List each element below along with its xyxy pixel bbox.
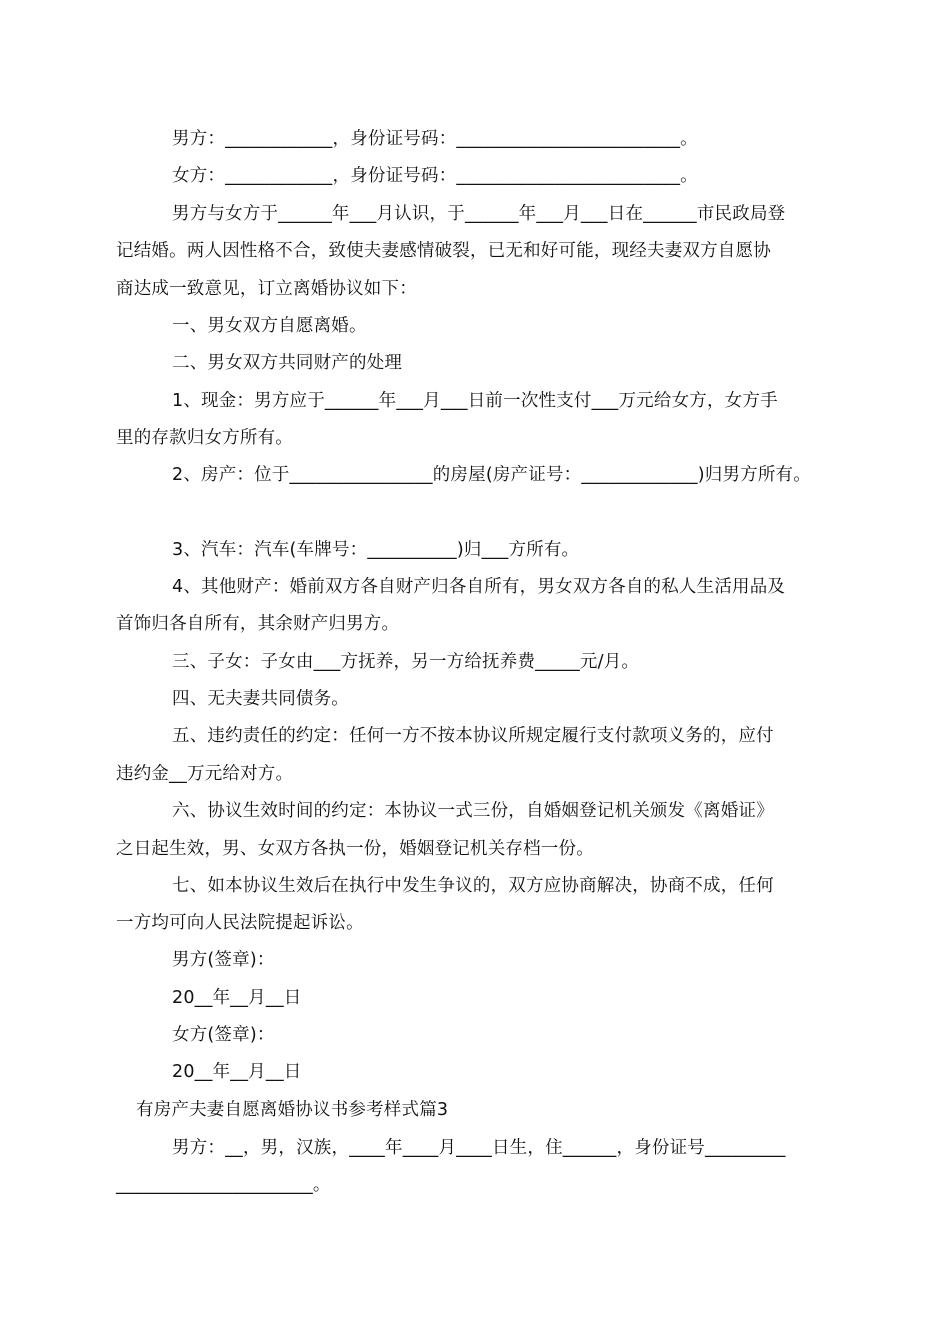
clause-line: 二、男女双方共同财产的处理 bbox=[172, 353, 403, 373]
clause-line: 三、子女：子女由___方抚养，另一方给抚养费_____元/月。 bbox=[172, 652, 640, 672]
male-date-line: 20__年__月__日 bbox=[172, 988, 302, 1008]
female-signature-line: 女方(签章)： bbox=[172, 1025, 275, 1045]
male-party-line: 男方：__，男，汉族，____年____月____日生，住______，身份证号_________ bbox=[172, 1138, 786, 1158]
clause-line: 4、其他财产：婚前双方各自财产归各自所有，男女双方各自的私人生活用品及 bbox=[172, 577, 786, 597]
clause-line: 六、协议生效时间的约定：本协议一式三份，自婚姻登记机关颁发《离婚证》 bbox=[172, 801, 774, 821]
paragraph-line: 记结婚。两人因性格不合，致使夫妻感情破裂，已无和好可能，现经夫妻双方自愿协 bbox=[116, 241, 771, 261]
paragraph-line: 之日起生效，男、女双方各执一份，婚姻登记机关存档一份。 bbox=[116, 839, 594, 859]
paragraph-line: 违约金__万元给对方。 bbox=[116, 764, 294, 784]
section-title: 有房产夫妻自愿离婚协议书参考样式篇3 bbox=[136, 1100, 449, 1120]
clause-line: 四、无夫妻共同债务。 bbox=[172, 689, 349, 709]
paragraph-line: 一方均可向人民法院提起诉讼。 bbox=[116, 913, 364, 933]
male-party-line: 男方：____________，身份证号码：_________________________。 bbox=[172, 129, 698, 149]
paragraph-line: ______________________。 bbox=[116, 1175, 331, 1195]
paragraph-line: 首饰归各自所有，其余财产归男方。 bbox=[116, 614, 400, 634]
female-date-line: 20__年__月__日 bbox=[172, 1062, 302, 1082]
clause-line: 七、如本协议生效后在执行中发生争议的，双方应协商解决，协商不成，任何 bbox=[172, 876, 774, 896]
paragraph-line: 里的存款归女方所有。 bbox=[116, 428, 293, 448]
clause-line: 一、男女双方自愿离婚。 bbox=[172, 316, 367, 336]
clause-line: 五、违约责任的约定：任何一方不按本协议所规定履行支付款项义务的，应付 bbox=[172, 726, 774, 746]
male-signature-line: 男方(签章)： bbox=[172, 950, 275, 970]
clause-line: 1、现金：男方应于______年___月___日前一次性支付___万元给女方，女方手 bbox=[172, 391, 778, 411]
paragraph-line: 商达成一致意见，订立离婚协议如下： bbox=[116, 279, 417, 299]
clause-line: 2、房产：位于________________的房屋(房产证号：_____________)归男方所有。 bbox=[172, 465, 811, 485]
clause-line: 3、汽车：汽车(车牌号：__________)归___方所有。 bbox=[172, 540, 580, 560]
paragraph-line: 男方与女方于______年___月认识，于______年___月___日在______市民政局登 bbox=[172, 204, 786, 224]
female-party-line: 女方：____________，身份证号码：_________________________。 bbox=[172, 166, 698, 186]
